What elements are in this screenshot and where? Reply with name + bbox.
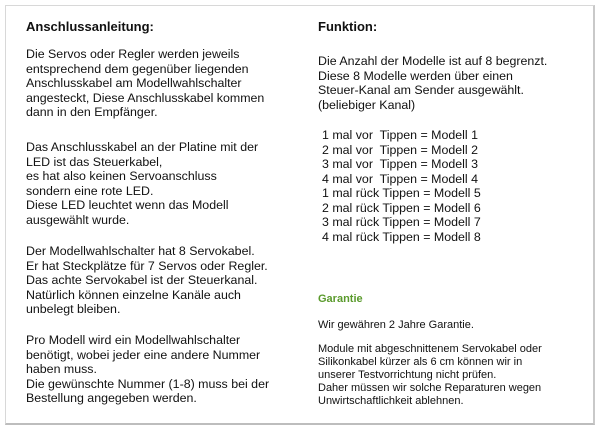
repair-notice: Module mit abgeschnittenem Servokabel oder Silikonkabel kürzer als 6 cm können wir in unserer Testvorrichtung nicht prüfen. Daher müssen wir solche Reparaturen wegen Unwirtschaftlichkeit ablehnen. (318, 343, 542, 407)
list-item: 4 mal rück Tippen = Modell 8 (322, 229, 481, 244)
list-item: 4 mal vor Tippen = Modell 4 (322, 171, 478, 186)
list-item: 1 mal rück Tippen = Modell 5 (322, 186, 481, 200)
guarantee-text: Wir gewähren 2 Jahre Garantie. (318, 319, 474, 331)
list-item: 3 mal vor Tippen = Modell 3 (322, 157, 478, 171)
function-heading: Funktion: (318, 19, 378, 34)
paragraph-servo-connection: Die Servos oder Regler werden jeweils entsprechend dem gegenüber liegenden Anschlusskabel am Modellwahlschalter angesteckt, Diese Anschlusskabel kommen dann in den Empfänger. (26, 47, 265, 119)
guarantee-heading: Garantie (318, 293, 363, 305)
function-intro: Die Anzahl der Modelle ist auf 8 begrenzt. Diese 8 Modelle werden über einen Steuer-Kanal am Sender ausgewählt. (beliebiger Kanal) (318, 54, 548, 112)
paragraph-order-number: Pro Modell wird ein Modellwahlschalter benötigt, wobei jeder eine andere Nummer haben muss. Die gewünschte Nummer (1-8) muss bei der Bestellung angegeben werden. (26, 333, 270, 405)
list-item: 2 mal vor Tippen = Modell 2 (322, 142, 478, 157)
connection-guide-heading: Anschlussanleitung: (26, 19, 154, 34)
paragraph-servo-cables: Der Modellwahlschalter hat 8 Servokabel. Er hat Steckplätze für 7 Servos oder Regler. Das achte Servokabel ist der Steuerkanal. Natürlich können einzelne Kanäle auch unbelegt bleiben. (26, 244, 268, 316)
paragraph-control-cable: Das Anschlusskabel an der Platine mit der LED ist das Steuerkabel, es hat also keinen Servoanschluss sondern eine rote LED. Diese LED leuchtet wenn das Modell ausgewählt wurde. (26, 140, 259, 227)
list-item: 3 mal rück Tippen = Modell 7 (322, 215, 481, 229)
list-item: 1 mal vor Tippen = Modell 1 (322, 128, 478, 142)
model-selection-list (322, 128, 481, 244)
list-item: 2 mal rück Tippen = Modell 6 (322, 200, 481, 215)
